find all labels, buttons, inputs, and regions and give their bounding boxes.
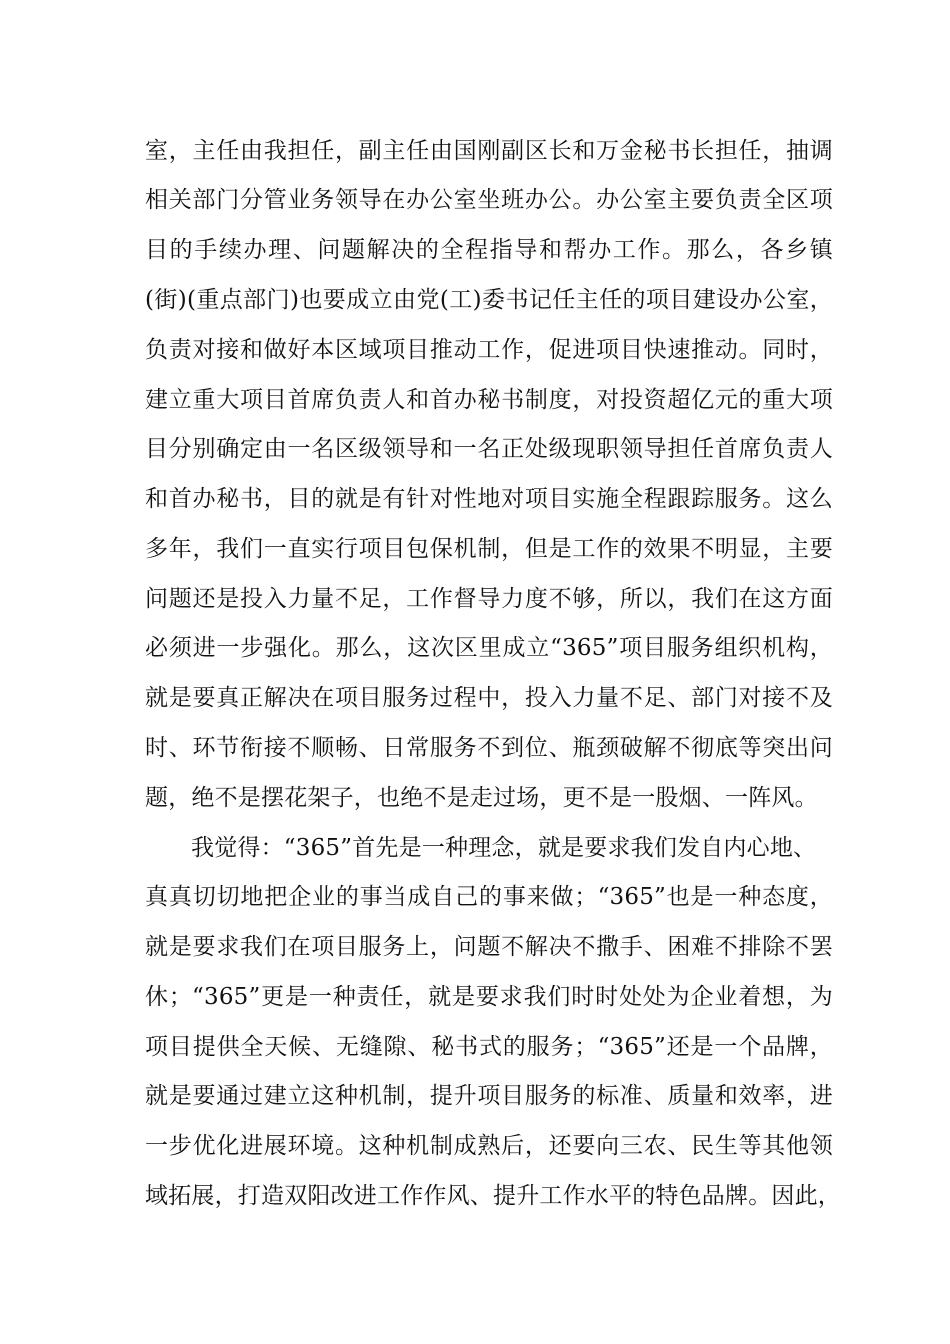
text-line: 多年，我们一直实行项目包保机制，但是工作的效果不明显，主要 [145, 536, 833, 562]
text-line: 问题还是投入力量不足，工作督导力度不够，所以，我们在这方面 [145, 586, 833, 612]
text-line: 休；“365”更是一种责任，就是要求我们时时处处为企业着想，为 [145, 984, 833, 1010]
text-line: 和首办秘书，目的就是有针对性地对项目实施全程跟踪服务。这么 [145, 486, 833, 512]
text-line: 室，主任由我担任，副主任由国刚副区长和万金秘书长担任，抽调 [145, 138, 833, 164]
text-line: 时、环节衔接不顺畅、日常服务不到位、瓶颈破解不彻底等突出问 [145, 735, 833, 761]
text-line: 必须进一步强化。那么，这次区里成立“365”项目服务组织机构， [145, 635, 833, 661]
text-line: 就是要通过建立这种机制，提升项目服务的标准、质量和效率，进 [145, 1083, 833, 1109]
text-line: 就是要求我们在项目服务上，问题不解决不撒手、困难不排除不罢 [145, 934, 833, 960]
text-line: 真真切切地把企业的事当成自己的事来做；“365”也是一种态度， [145, 884, 833, 910]
text-line: 目的手续办理、问题解决的全程指导和帮办工作。那么，各乡镇 [145, 237, 833, 263]
text-line: 相关部门分管业务领导在办公室坐班办公。办公室主要负责全区项 [145, 187, 833, 213]
text-line: 一步优化进展环境。这种机制成熟后，还要向三农、民生等其他领 [145, 1133, 833, 1159]
text-line: 题，绝不是摆花架子，也绝不是走过场，更不是一股烟、一阵风。 [145, 785, 818, 811]
text-line: (街)(重点部门)也要成立由党(工)委书记任主任的项目建设办公室， [145, 287, 833, 313]
paragraph-first-line: 我觉得：“365”首先是一种理念，就是要求我们发自内心地、 [191, 835, 817, 861]
text-line: 负责对接和做好本区域项目推动工作，促进项目快速推动。同时， [145, 337, 833, 363]
text-line: 就是要真正解决在项目服务过程中，投入力量不足、部门对接不及 [145, 685, 833, 711]
text-line: 域拓展，打造双阳改进工作作风、提升工作水平的特色品牌。因此， [145, 1183, 841, 1209]
text-line: 建立重大项目首席负责人和首办秘书制度，对投资超亿元的重大项 [145, 387, 833, 413]
text-line: 目分别确定由一名区级领导和一名正处级现职领导担任首席负责人 [145, 436, 833, 462]
text-line: 项目提供全天候、无缝隙、秘书式的服务；“365”还是一个品牌， [145, 1034, 833, 1060]
